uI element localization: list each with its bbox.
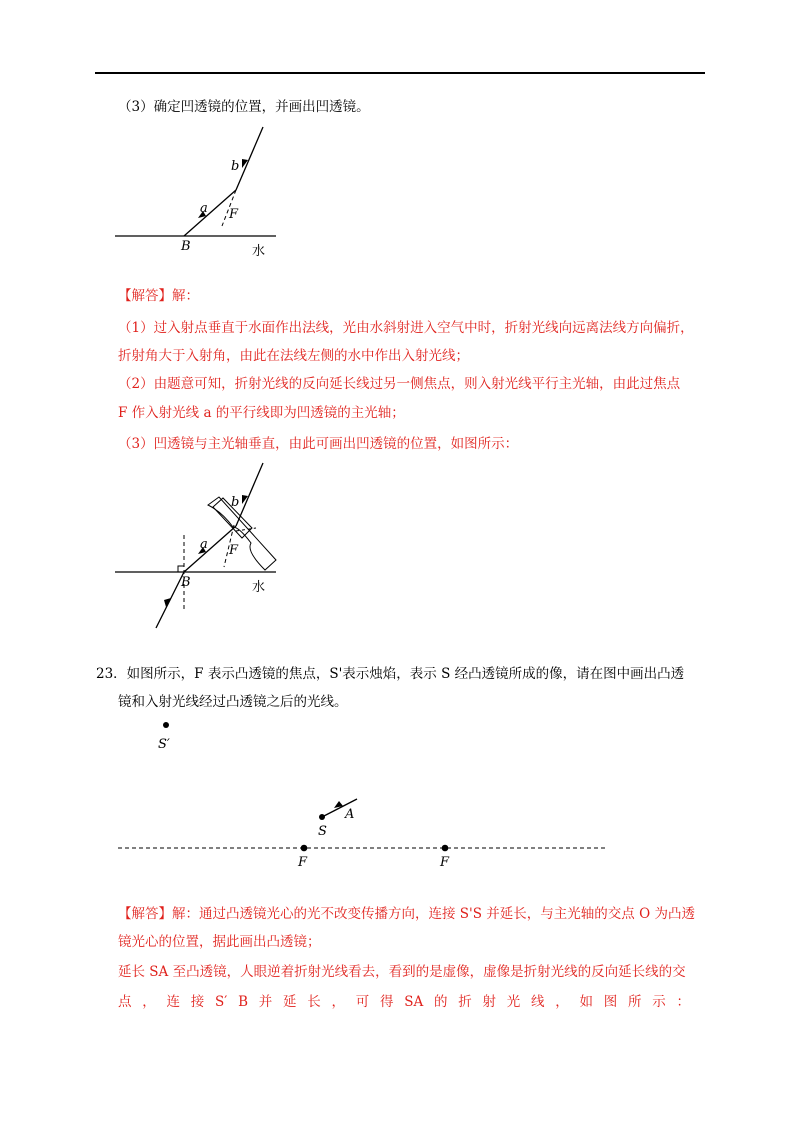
fig3-focus-left	[301, 845, 308, 852]
fig2-label-water: 水	[252, 580, 266, 595]
answer2-line-3: 延长 SA 至凸透镜，人眼逆着折射光线看去，看到的是虚像，虚像是折射光线的反向延长线的交	[118, 964, 686, 980]
answer1-line-1: （1）过入射点垂直于水面作出法线，光由水斜射进入空气中时，折射光线向远离法线方向偏折，	[118, 320, 694, 336]
answer1-line-2: 折射角大于入射角，由此在法线左侧的水中作出入射光线；	[118, 348, 469, 364]
fig1-label-a: a	[200, 201, 208, 216]
answer2-line-4: 点 ， 连 接 S′ B 并 延 长 ， 可 得 SA 的 折 射 光 线 ， 如 图 所 示 ：	[118, 994, 690, 1010]
q23-line-2: 镜和入射光线经过凸透镜之后的光线。	[118, 694, 348, 710]
fig2-label-F: F	[229, 543, 239, 558]
answer2-line-1: 【解答】解：通过凸透镜光心的光不改变传播方向，连接 S'S 并延长，与主光轴的交点 O 为凸透	[118, 906, 695, 922]
fig3-focus-right	[442, 845, 449, 852]
fig1-label-B: B	[181, 239, 191, 254]
fig3-label-a: A	[345, 807, 355, 822]
fig1-label-b: b	[231, 159, 240, 174]
answer1-line-4: F 作入射光线 a 的平行线即为凹透镜的主光轴；	[118, 405, 405, 421]
fig3-label-s-prime: S′	[158, 737, 170, 752]
fig1-label-water: 水	[252, 244, 266, 259]
fig1-label-F: F	[229, 207, 239, 222]
answer1-header: 【解答】解：	[118, 288, 199, 304]
answer2-line-2: 镜光心的位置，据此画出凸透镜；	[118, 934, 321, 950]
fig2-label-a: a	[200, 537, 208, 552]
answer1-line-3: （2）由题意可知，折射光线的反向延长线过另一侧焦点，则入射光线平行主光轴，由此过焦点	[118, 376, 681, 392]
q23-line-1: 23．如图所示，F 表示凸透镜的焦点，S'表示烛焰，表示 S 经凸透镜所成的像，请在图中画出凸透	[96, 666, 685, 682]
fig3-label-s: S	[318, 824, 327, 839]
fig2-label-b: b	[231, 495, 240, 510]
answer-tag: 【解答】	[118, 906, 172, 922]
fig3-label-f-right: F	[440, 855, 450, 870]
answer-tag: 【解答】	[118, 288, 172, 304]
fig3-point-s-prime	[163, 722, 169, 728]
answer1-line-5: （3）凹透镜与主光轴垂直，由此可画出凹透镜的位置，如图所示：	[118, 436, 519, 452]
fig2-label-B: B	[181, 575, 191, 590]
question-part3: （3）确定凹透镜的位置，并画出凹透镜。	[118, 99, 370, 115]
fig3-label-f-left: F	[298, 855, 308, 870]
